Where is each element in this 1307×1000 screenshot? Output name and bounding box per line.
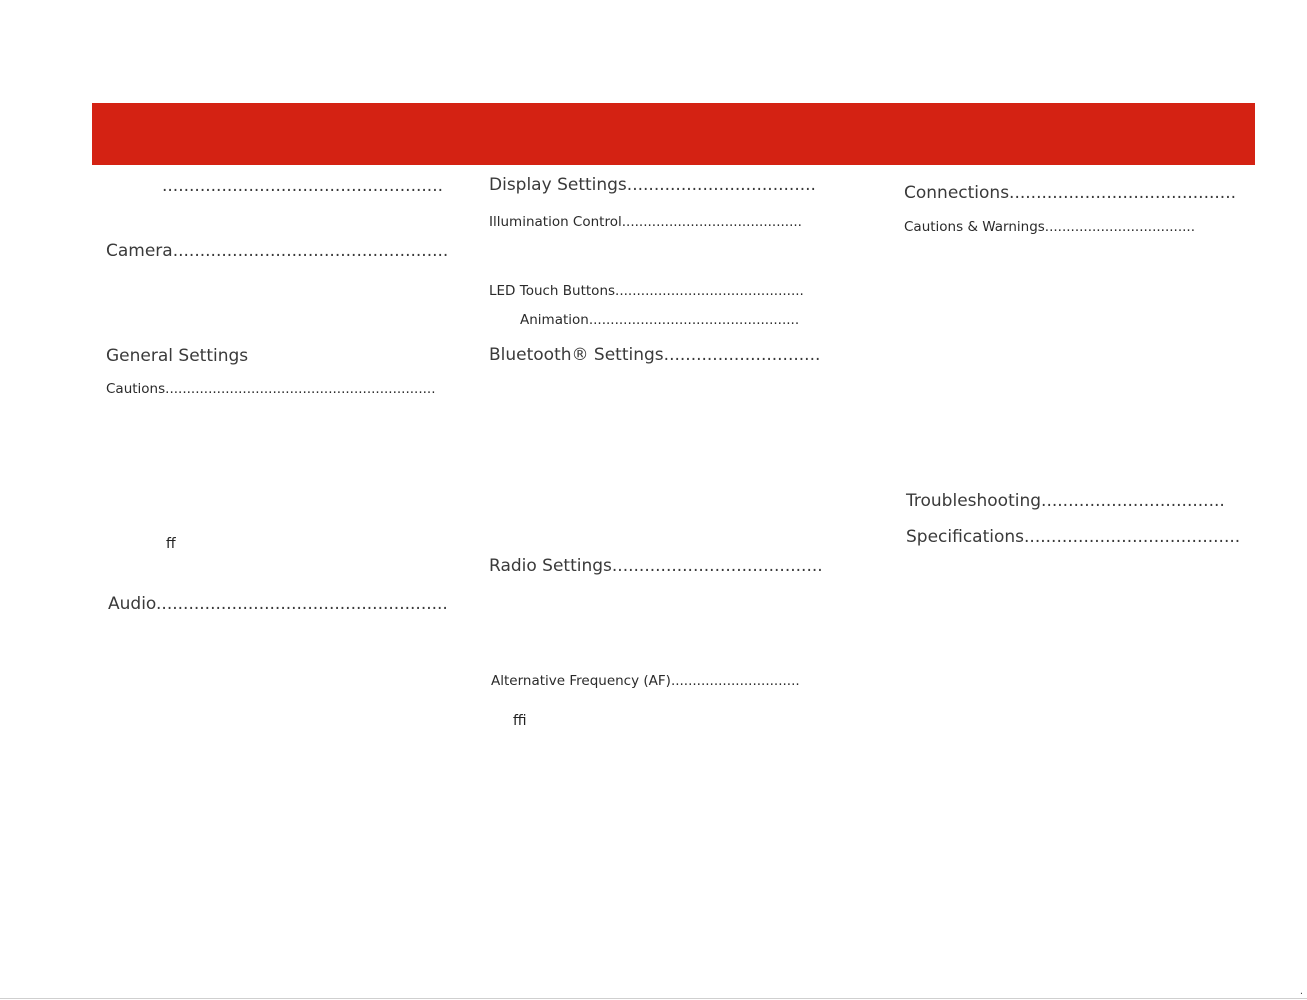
- toc-entry-animation[interactable]: [520, 314, 799, 328]
- toc-entry-alternative-frequency[interactable]: [491, 675, 800, 689]
- toc-entry-label: Illumination Control: [489, 214, 622, 230]
- toc-leader-dots: .............................: [663, 345, 821, 365]
- toc-entry-label: Display Settings: [489, 175, 627, 195]
- toc-entry-camera[interactable]: [106, 243, 448, 260]
- toc-entry-label: General Settings: [106, 346, 249, 366]
- toc-leader-dots: ...................................: [626, 175, 816, 195]
- toc-entry-illumination-control[interactable]: [489, 216, 802, 230]
- toc-leader-dots: ..................................: [1041, 491, 1225, 511]
- toc-leader-dots: ....................................................: [162, 176, 443, 196]
- toc-leader-dots: ...................................................: [172, 241, 449, 261]
- toc-leader-dots: ...............................................................: [165, 381, 436, 397]
- toc-entry-general-settings[interactable]: [106, 348, 248, 365]
- toc-entry-bluetooth-settings[interactable]: [489, 347, 820, 364]
- toc-leader-dots: ............................................: [615, 283, 804, 299]
- text-fragment: ffi: [513, 713, 527, 729]
- toc-leader-dots: .......................................: [611, 556, 823, 576]
- toc-entry-cautions[interactable]: [106, 383, 436, 397]
- toc-leader-dots: ........................................: [1024, 527, 1241, 547]
- toc-leader-dots: ..............................: [670, 673, 800, 689]
- toc-entry-untitled[interactable]: [106, 178, 443, 195]
- toc-leader-dots: ......................................................: [156, 594, 448, 614]
- toc-entry-label: Specifications: [906, 527, 1025, 547]
- toc-leader-dots: ..........................................: [621, 214, 802, 230]
- toc-entry-display-settings[interactable]: [489, 177, 816, 194]
- toc-entry-label: Bluetooth® Settings: [489, 345, 664, 365]
- toc-entry-label: Camera: [106, 241, 173, 261]
- toc-entry-troubleshooting[interactable]: [906, 493, 1225, 510]
- toc-entry-connections[interactable]: [904, 185, 1236, 202]
- toc-leader-dots: ................................................: [593, 312, 800, 328]
- toc-entry-label: Radio Settings: [489, 556, 612, 576]
- text-fragment: ff: [166, 536, 176, 552]
- toc-entry-label: Cautions & Warnings: [904, 219, 1045, 235]
- toc-entry-label: Cautions: [106, 381, 166, 397]
- toc-entry-cautions-warnings[interactable]: [904, 221, 1195, 235]
- toc-entry-label: LED Touch Buttons: [489, 283, 616, 299]
- header-banner: [92, 103, 1255, 165]
- toc-entry-label: Alternative Frequency (AF): [491, 673, 671, 689]
- page-bottom-rule: [0, 998, 1307, 999]
- corner-mark: .: [1299, 986, 1303, 997]
- toc-leader-dots: ...................................: [1044, 219, 1195, 235]
- toc-entry-specifications[interactable]: [906, 529, 1240, 546]
- toc-entry-label: Connections: [904, 183, 1010, 203]
- toc-entry-label: Troubleshooting: [906, 491, 1042, 511]
- toc-entry-label: Audio: [108, 594, 157, 614]
- toc-leader-dots: ..........................................: [1009, 183, 1237, 203]
- toc-entry-led-touch-buttons[interactable]: [489, 285, 804, 299]
- toc-entry-audio[interactable]: [108, 596, 448, 613]
- toc-entry-label: Animation.: [520, 312, 594, 328]
- toc-entry-radio-settings[interactable]: [489, 558, 823, 575]
